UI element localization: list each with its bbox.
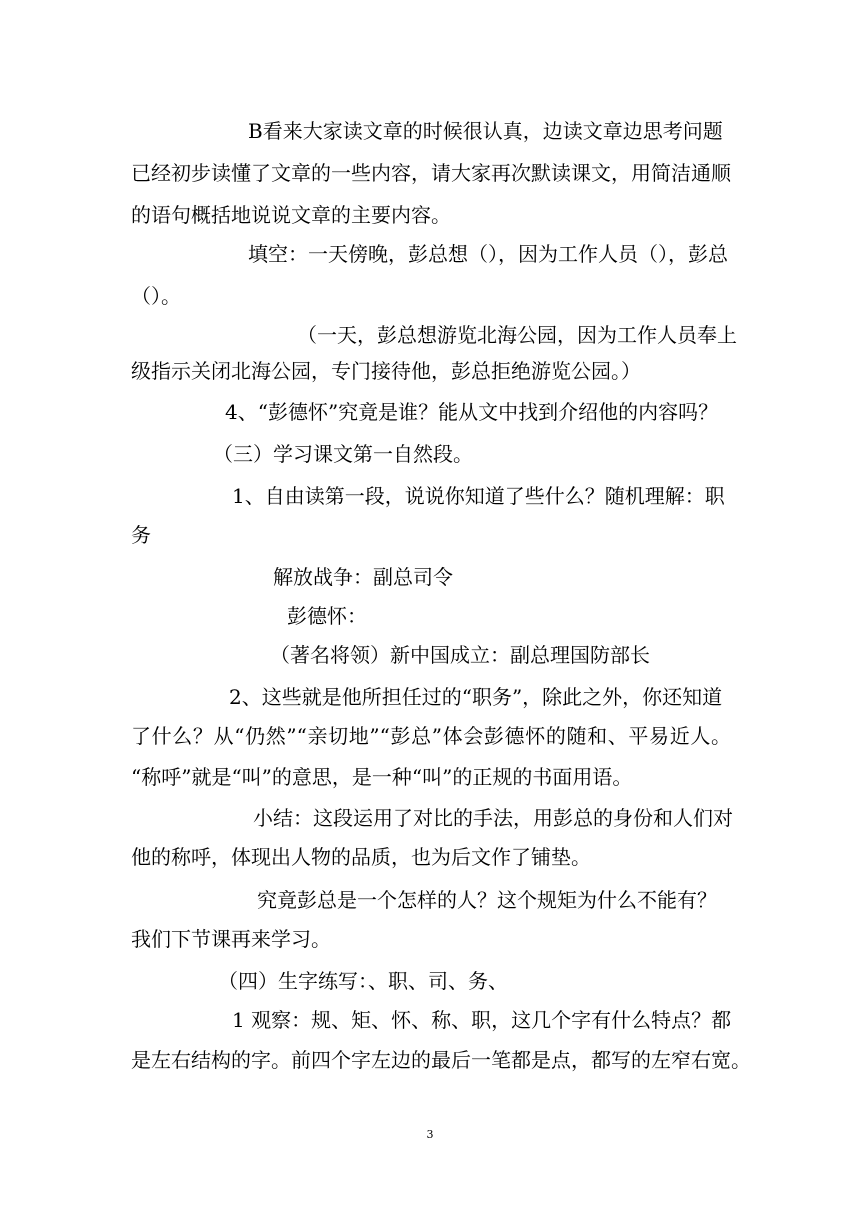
text-line: B看来大家读文章的时候很认真，边读文章边思考问题 (248, 119, 723, 143)
text-line: 1 观察：规、矩、怀、称、职，这几个字有什么特点？都 (232, 1008, 732, 1032)
section-heading: （四）生字练写：、职、司、务、 (218, 969, 508, 993)
text-line: 我们下节课再来学习。 (131, 927, 331, 951)
text-line: 填空：一天傍晚，彭总想（），因为工作人员（），彭总 (248, 242, 728, 266)
text-line: 他的称呼，体现出人物的品质，也为后文作了铺垫。 (131, 845, 591, 869)
text-line: （著名将领）新中国成立：副总理国防部长 (270, 643, 650, 667)
text-line: 解放战争：副总司令 (273, 565, 453, 589)
section-heading: （三）学习课文第一自然段。 (213, 442, 473, 466)
text-line: 2、这些就是他所担任过的“职务”，除此之外，你还知道 (229, 685, 723, 709)
text-line: 彭德怀： (287, 604, 367, 628)
text-line: 1、自由读第一段，说说你知道了些什么？随机理解：职 (232, 484, 725, 508)
text-line: 是左右结构的字。前四个字左边的最后一笔都是点，都写的左窄右宽。 (131, 1048, 751, 1072)
text-line: 已经初步读懂了文章的一些内容，请大家再次默读课文，用简洁通顺 (131, 161, 731, 185)
text-line: 的语句概括地说说文章的主要内容。 (131, 203, 451, 227)
text-line: 级指示关闭北海公园，专门接待他，彭总拒绝游览公园。） (131, 359, 641, 383)
text-line: （一天，彭总想游览北海公园，因为工作人员奉上 (297, 323, 737, 347)
text-line: 究竟彭总是一个怎样的人？这个规矩为什么不能有？ (257, 888, 717, 912)
text-line: 4、“彭德怀”究竟是谁？能从文中找到介绍他的内容吗？ (225, 400, 719, 424)
text-line: 了什么？从“仍然”“亲切地”“彭总”体会彭德怀的随和、平易近人。 (131, 724, 731, 748)
text-line: 务 (131, 523, 151, 547)
text-line: （）。 (131, 284, 181, 308)
text-line: 小结：这段运用了对比的手法，用彭总的身份和人们对 (253, 806, 733, 830)
text-line: “称呼”就是“叫”的意思，是一种“叫”的正规的书面用语。 (131, 765, 633, 789)
page-number: 3 (426, 1128, 434, 1141)
